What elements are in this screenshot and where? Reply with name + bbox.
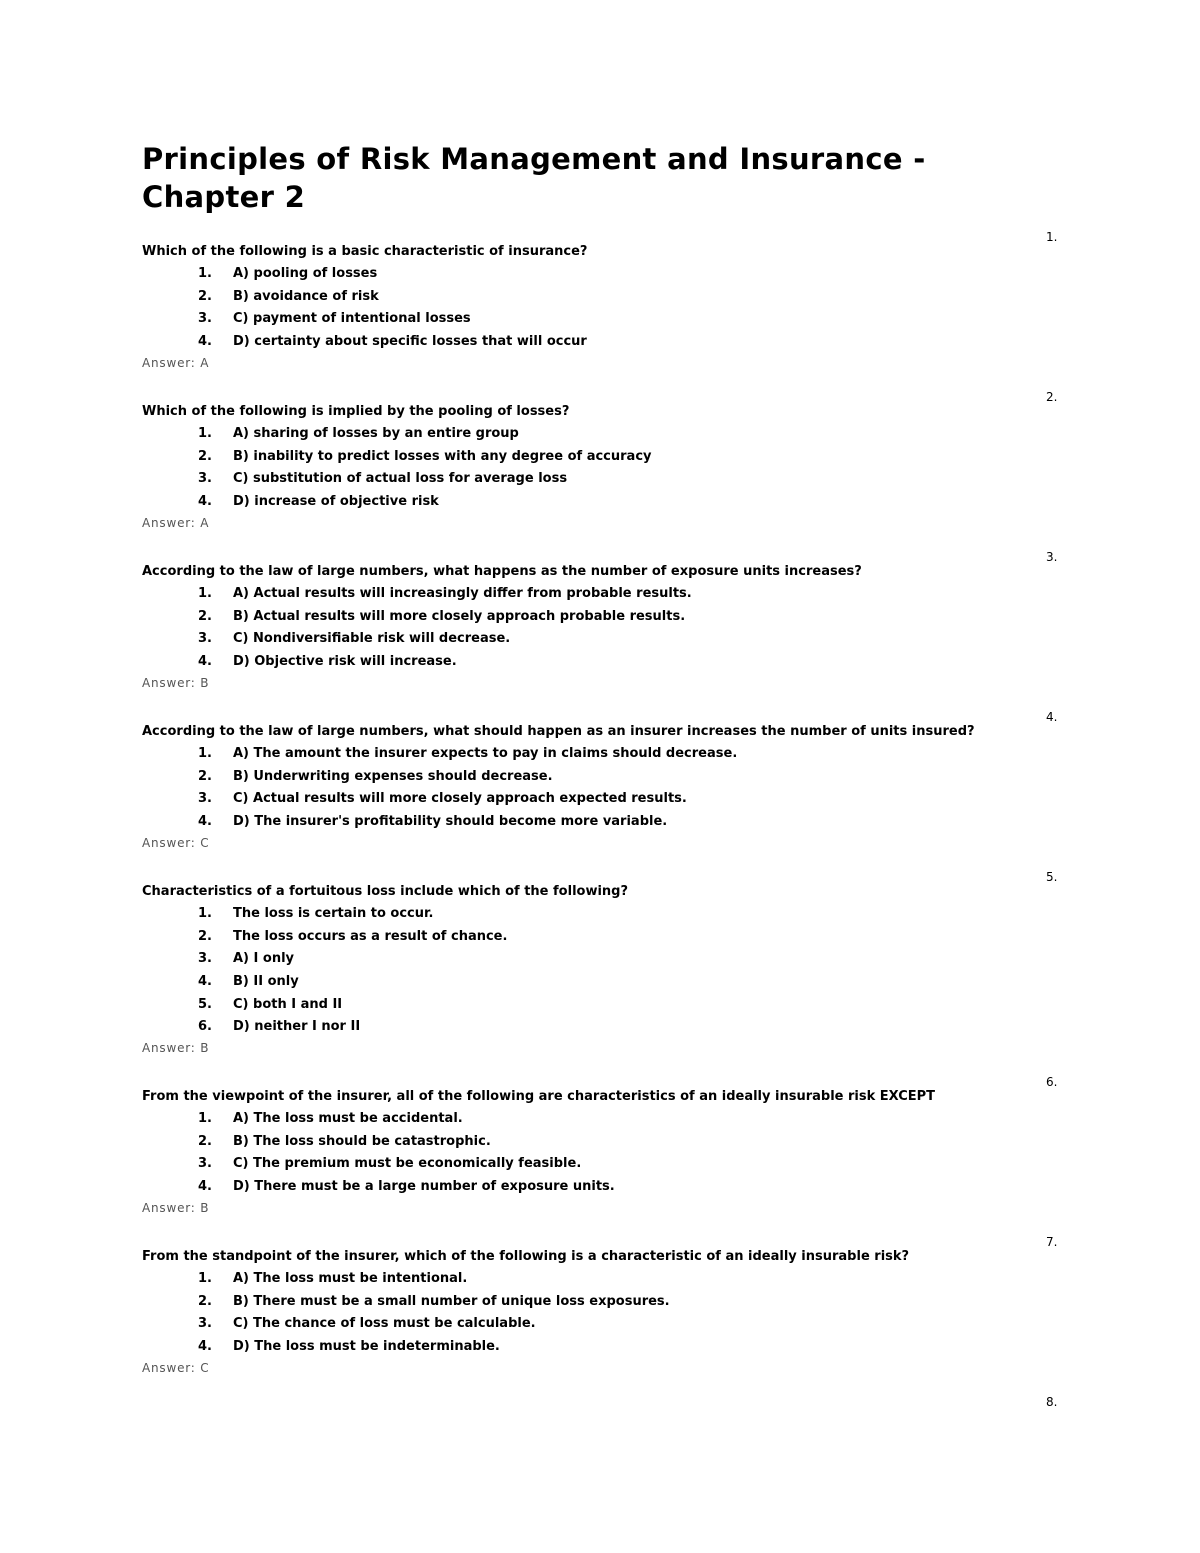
option-text: A) The loss must be intentional. [233, 1271, 468, 1286]
answer-text: Answer: B [142, 1200, 210, 1215]
option-number: 1. [198, 746, 212, 761]
option-number: 4. [198, 1179, 212, 1195]
answer-text: Answer: A [142, 515, 210, 530]
option-text: A) Actual results will increasingly differ from probable results. [233, 586, 692, 601]
option-number: 2. [198, 288, 212, 304]
question-number: 6. [1046, 1075, 1058, 1089]
option-text: D) certainty about specific losses that will occur [233, 334, 587, 350]
option-text: B) There must be a small number of unique loss exposures. [233, 1293, 670, 1309]
answer-text: Answer: A [142, 355, 210, 370]
option-number: 1. [198, 426, 212, 441]
option-text: B) Actual results will more closely approach probable results. [233, 608, 686, 624]
option-number: 3. [198, 311, 212, 327]
question-item [142, 1234, 1062, 1384]
question-number: 5. [1046, 870, 1058, 884]
question-item [142, 549, 1062, 699]
option-text: B) avoidance of risk [233, 288, 379, 304]
answer-text: Answer: B [142, 1041, 210, 1056]
option-text: A) The amount the insurer expects to pay in claims should decrease. [233, 746, 738, 761]
option-number: 6. [198, 1019, 212, 1035]
option-text: A) I only [233, 951, 295, 967]
page-title: Principles of Risk Management and Insurance - Chapter 2 [142, 142, 926, 214]
question-text: From the standpoint of the insurer, which of the following is a characteristic of an ideally insurable risk? [142, 1249, 910, 1264]
answer-text: Answer: C [142, 835, 210, 850]
option-number: 4. [198, 974, 212, 990]
option-text: C) The chance of loss must be calculable. [233, 1316, 536, 1332]
option-text: A) sharing of losses by an entire group [233, 426, 519, 441]
option-text: D) Objective risk will increase. [233, 654, 457, 670]
option-number: 3. [198, 951, 212, 967]
question-item [142, 1074, 1062, 1224]
option-number: 1. [198, 1111, 212, 1126]
option-number: 4. [198, 1339, 212, 1355]
option-number: 5. [198, 996, 212, 1012]
question-item [142, 869, 1062, 1056]
answer-text: Answer: C [142, 1360, 210, 1375]
question-number: 3. [1046, 550, 1058, 564]
option-number: 4. [198, 814, 212, 830]
question-item [142, 709, 1062, 859]
option-number: 2. [198, 448, 212, 464]
option-number: 4. [198, 654, 212, 670]
option-number: 3. [198, 631, 212, 647]
option-number: 2. [198, 1133, 212, 1149]
question-number: 7. [1046, 1235, 1058, 1249]
option-text: C) The premium must be economically feasible. [233, 1156, 582, 1172]
option-text: D) There must be a large number of exposure units. [233, 1179, 615, 1195]
option-text: D) The insurer's profitability should become more variable. [233, 814, 668, 830]
option-text: The loss is certain to occur. [233, 906, 434, 921]
option-number: 1. [198, 1271, 212, 1286]
option-number: 3. [198, 1156, 212, 1172]
option-text: B) The loss should be catastrophic. [233, 1133, 491, 1149]
question-number: 4. [1046, 710, 1058, 724]
option-text: A) The loss must be accidental. [233, 1111, 463, 1126]
question-text: Characteristics of a fortuitous loss include which of the following? [142, 884, 629, 899]
option-number: 2. [198, 1293, 212, 1309]
option-number: 3. [198, 1316, 212, 1332]
question-text: From the viewpoint of the insurer, all of the following are characteristics of an ideally insurable risk EXCEPT [142, 1089, 936, 1104]
question-text: Which of the following is a basic characteristic of insurance? [142, 244, 588, 259]
question-number: 2. [1046, 390, 1058, 404]
option-number: 2. [198, 768, 212, 784]
option-text: B) Underwriting expenses should decrease. [233, 768, 553, 784]
option-number: 3. [198, 471, 212, 487]
question-text: According to the law of large numbers, what happens as the number of exposure units increases? [142, 564, 862, 579]
option-text: C) payment of intentional losses [233, 311, 471, 327]
question-text: Which of the following is implied by the pooling of losses? [142, 404, 570, 419]
option-text: A) pooling of losses [233, 266, 378, 281]
option-text: The loss occurs as a result of chance. [233, 928, 508, 944]
option-text: B) II only [233, 974, 299, 990]
option-text: D) increase of objective risk [233, 494, 439, 510]
question-number: 1. [1046, 230, 1058, 244]
question-item [142, 389, 1062, 539]
option-number: 1. [198, 266, 212, 281]
option-text: C) both I and II [233, 996, 343, 1012]
option-text: C) Nondiversifiable risk will decrease. [233, 631, 511, 647]
option-number: 4. [198, 494, 212, 510]
option-text: D) neither I nor II [233, 1019, 361, 1035]
answer-text: Answer: B [142, 675, 210, 690]
option-text: C) substitution of actual loss for average loss [233, 471, 568, 487]
option-text: B) inability to predict losses with any degree of accuracy [233, 448, 652, 464]
option-number: 1. [198, 586, 212, 601]
option-number: 3. [198, 791, 212, 807]
option-number: 2. [198, 608, 212, 624]
question-item [142, 229, 1062, 379]
option-number: 2. [198, 928, 212, 944]
option-number: 1. [198, 906, 212, 921]
question-number: 8. [1046, 1395, 1058, 1409]
option-text: D) The loss must be indeterminable. [233, 1339, 500, 1355]
option-text: C) Actual results will more closely approach expected results. [233, 791, 687, 807]
option-number: 4. [198, 334, 212, 350]
question-text: According to the law of large numbers, what should happen as an insurer increases the number of units insured? [142, 724, 975, 739]
